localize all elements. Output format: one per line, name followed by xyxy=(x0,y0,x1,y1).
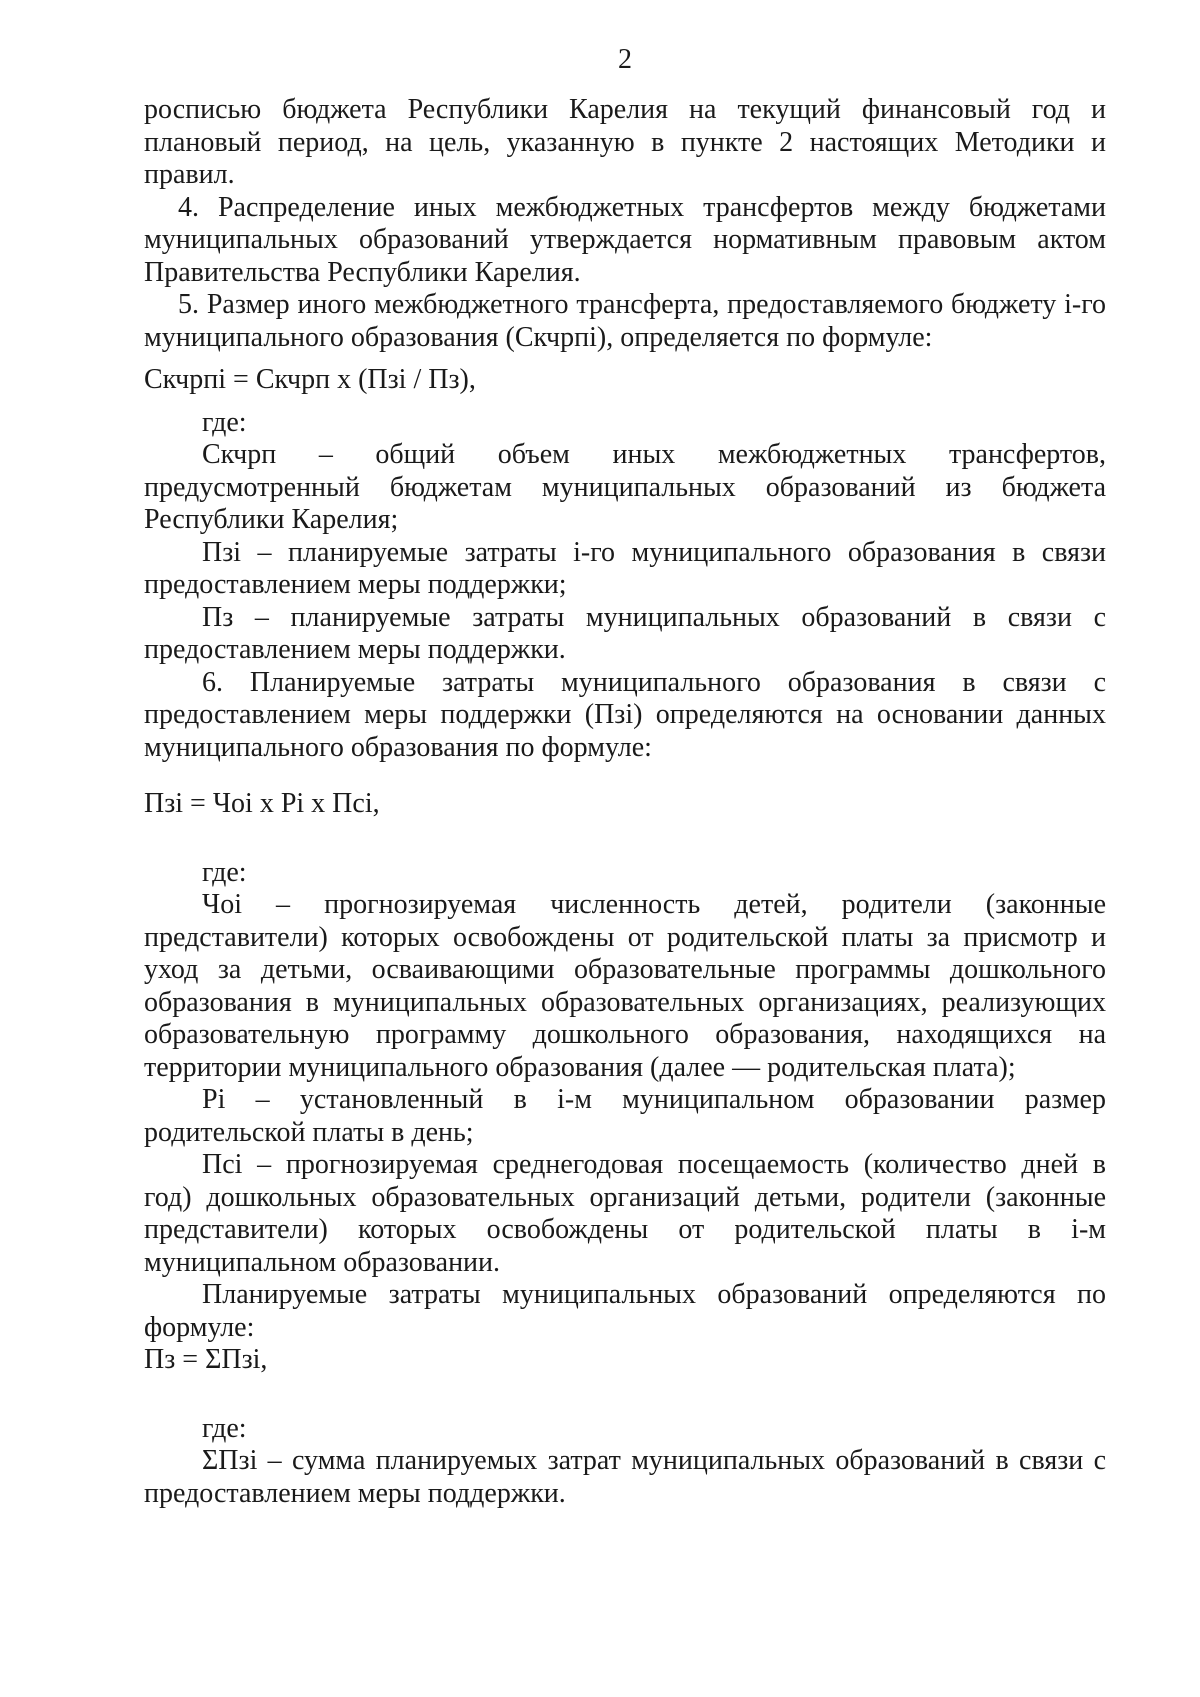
where-label: где: xyxy=(202,856,247,888)
definition-choi: Чоi – прогнозируемая численность детей, родители (законные представители) которых освобождены от родительской платы за присмотр и уход за детьми, осваивающими образовательные программы дошкольного образования в муниципальных образовательных организациях, реализующих образовательную программу дошкольного образования, находящихся на территории муниципального образования (далее — родительская плата); xyxy=(144,889,1106,1083)
where-label: где: xyxy=(202,1412,247,1444)
formula-planned-costs: Пзi = Чоi х Рi х Псi, xyxy=(144,788,380,819)
document-page xyxy=(144,44,1106,1510)
formula-sum-costs: Пз = ΣПзi, xyxy=(144,1344,268,1375)
definition-skchrp: Скчрп – общий объем иных межбюджетных трансфертов, предусмотренный бюджетам муниципальных образований из бюджета Республики Карелия; xyxy=(144,439,1106,535)
paragraph-planned-costs-total: Планируемые затраты муниципальных образований определяются по формуле: xyxy=(144,1279,1106,1343)
paragraph-budget-listing: росписью бюджета Республики Карелия на текущий финансовый год и плановый период, на цель, указанную в пункте 2 настоящих Методики и правил. xyxy=(144,94,1106,190)
paragraph-item-4: 4. Распределение иных межбюджетных трансфертов между бюджетами муниципальных образований утверждается нормативным правовым актом Правительства Республики Карелия. xyxy=(144,191,1106,288)
definition-pz: Пз – планируемые затраты муниципальных образований в связи с предоставлением меры поддержки. xyxy=(144,601,1106,665)
paragraph-item-5: 5. Размер иного межбюджетного трансферта, предоставляемого бюджету i-го муниципального образования (Скчрпi), определяется по формуле: xyxy=(144,289,1106,353)
definition-psi: Псi – прогнозируемая среднегодовая посещаемость (количество дней в год) дошкольных образовательных организаций детьми, родители (законные представители) которых освобождены от родительской платы в i-м муниципальном образовании. xyxy=(144,1149,1106,1278)
definition-ri: Рi – установленный в i-м муниципальном образовании размер родительской платы в день; xyxy=(144,1084,1106,1148)
page-number: 2 xyxy=(618,44,632,75)
definition-pzi: Пзi – планируемые затраты i-го муниципального образования в связи предоставлением меры поддержки; xyxy=(144,536,1106,600)
definition-sum-pzi: ΣПзi – сумма планируемых затрат муниципальных образований в связи с предоставлением меры поддержки. xyxy=(144,1445,1106,1509)
paragraph-item-6: 6. Планируемые затраты муниципального образования в связи с предоставлением меры поддержки (Пзi) определяются на основании данных муниципального образования по формуле: xyxy=(144,666,1106,763)
where-label: где: xyxy=(202,406,247,438)
formula-transfer-size: Скчрпi = Скчрп х (Пзi / Пз), xyxy=(144,364,476,395)
